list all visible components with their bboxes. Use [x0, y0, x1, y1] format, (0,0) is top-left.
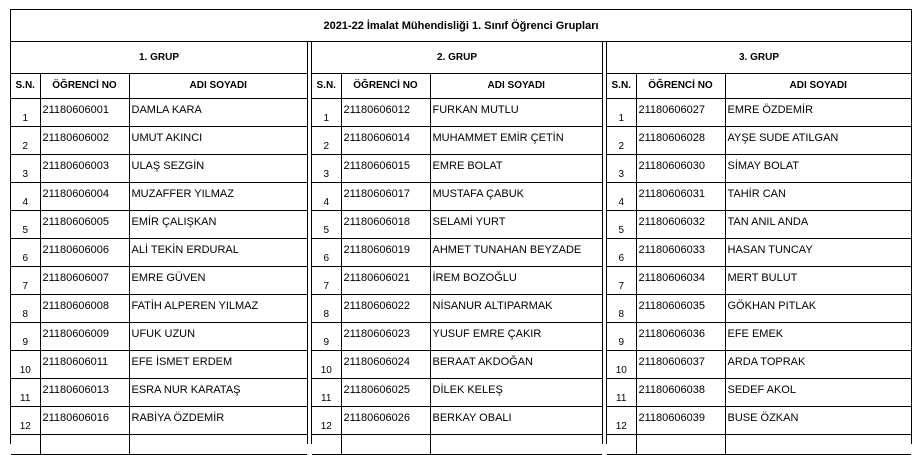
student-sn: 10 — [11, 350, 40, 378]
student-sn: 5 — [11, 210, 40, 238]
student-name: HASAN TUNCAY — [725, 238, 911, 266]
student-number: 21180606011 — [40, 350, 129, 378]
student-sn: 9 — [11, 322, 40, 350]
student-row — [607, 98, 911, 126]
student-number: 21180606018 — [341, 210, 430, 238]
student-sn: 8 — [607, 294, 636, 322]
student-sn: 10 — [607, 350, 636, 378]
student-number: 21180606014 — [341, 126, 430, 154]
student-row — [312, 154, 602, 182]
group-1-table-wrap — [11, 42, 307, 444]
student-name: ARDA TOPRAK — [725, 350, 911, 378]
student-number: 21180606025 — [341, 378, 430, 406]
student-number: 21180606009 — [40, 322, 129, 350]
student-name: FATİH ALPEREN YILMAZ — [129, 294, 307, 322]
student-number: 21180606023 — [341, 322, 430, 350]
student-number: 21180606028 — [636, 126, 725, 154]
student-sn: 3 — [607, 154, 636, 182]
student-row — [607, 378, 911, 406]
student-row — [312, 266, 602, 294]
student-row — [312, 378, 602, 406]
table-row-continued — [607, 434, 911, 454]
student-sn: 6 — [11, 238, 40, 266]
student-number: 21180606032 — [636, 210, 725, 238]
student-number: 21180606004 — [40, 182, 129, 210]
student-row — [11, 266, 307, 294]
group-label: 3. GRUP — [607, 42, 911, 73]
empty-cell — [430, 434, 602, 454]
group-table — [11, 42, 307, 455]
empty-cell — [636, 434, 725, 454]
student-name: SELAMİ YURT — [430, 210, 602, 238]
student-number: 21180606037 — [636, 350, 725, 378]
student-number: 21180606034 — [636, 266, 725, 294]
table-row-continued — [312, 434, 602, 454]
student-name: UFUK UZUN — [129, 322, 307, 350]
student-row — [11, 210, 307, 238]
student-name: GÖKHAN PITLAK — [725, 294, 911, 322]
col-header-sn: S.N. — [312, 73, 341, 98]
student-name: BERAAT AKDOĞAN — [430, 350, 602, 378]
student-number: 21180606001 — [40, 98, 129, 126]
student-sn: 11 — [607, 378, 636, 406]
student-sn: 2 — [11, 126, 40, 154]
student-row — [312, 98, 602, 126]
student-sn: 2 — [607, 126, 636, 154]
student-sn: 4 — [607, 182, 636, 210]
student-name: ULAŞ SEZGİN — [129, 154, 307, 182]
student-sn: 11 — [11, 378, 40, 406]
student-row — [11, 406, 307, 434]
student-name: EMRE ÖZDEMİR — [725, 98, 911, 126]
student-number: 21180606026 — [341, 406, 430, 434]
col-header-sn: S.N. — [11, 73, 40, 98]
group-2-table-wrap — [312, 42, 602, 444]
sheet-title: 2021-22 İmalat Mühendisliği 1. Sınıf Öğrenci Grupları — [11, 10, 911, 42]
col-header-name: ADI SOYADI — [129, 73, 307, 98]
student-row — [312, 238, 602, 266]
student-groups-sheet — [10, 9, 912, 444]
student-sn: 9 — [312, 322, 341, 350]
student-number: 21180606033 — [636, 238, 725, 266]
empty-cell — [312, 434, 341, 454]
student-name: YUSUF EMRE ÇAKIR — [430, 322, 602, 350]
group-table — [312, 42, 602, 455]
student-name: FURKAN MUTLU — [430, 98, 602, 126]
student-name: EMRE BOLAT — [430, 154, 602, 182]
student-number: 21180606012 — [341, 98, 430, 126]
student-row — [607, 154, 911, 182]
student-row — [607, 210, 911, 238]
student-sn: 4 — [11, 182, 40, 210]
student-number: 21180606039 — [636, 406, 725, 434]
student-name: SİMAY BOLAT — [725, 154, 911, 182]
student-row — [11, 154, 307, 182]
student-number: 21180606017 — [341, 182, 430, 210]
student-sn: 7 — [607, 266, 636, 294]
student-sn: 7 — [11, 266, 40, 294]
student-sn: 8 — [312, 294, 341, 322]
student-number: 21180606027 — [636, 98, 725, 126]
student-number: 21180606022 — [341, 294, 430, 322]
empty-cell — [607, 434, 636, 454]
student-row — [607, 294, 911, 322]
empty-cell — [40, 434, 129, 454]
student-row — [11, 294, 307, 322]
student-sn: 4 — [312, 182, 341, 210]
student-row — [607, 126, 911, 154]
student-name: DİLEK KELEŞ — [430, 378, 602, 406]
student-sn: 12 — [312, 406, 341, 434]
student-name: TAHİR CAN — [725, 182, 911, 210]
empty-cell — [129, 434, 307, 454]
student-number: 21180606008 — [40, 294, 129, 322]
student-name: DAMLA KARA — [129, 98, 307, 126]
student-row — [11, 126, 307, 154]
empty-cell — [341, 434, 430, 454]
student-number: 21180606005 — [40, 210, 129, 238]
student-sn: 3 — [312, 154, 341, 182]
student-name: EFE İSMET ERDEM — [129, 350, 307, 378]
group-label: 2. GRUP — [312, 42, 602, 73]
col-header-student-no: ÖĞRENCİ NO — [341, 73, 430, 98]
student-name: NİSANUR ALTIPARMAK — [430, 294, 602, 322]
student-sn: 1 — [312, 98, 341, 126]
student-name: ESRA NUR KARATAŞ — [129, 378, 307, 406]
student-name: EMİR ÇALIŞKAN — [129, 210, 307, 238]
student-name: BUSE ÖZKAN — [725, 406, 911, 434]
student-name: EFE EMEK — [725, 322, 911, 350]
student-row — [607, 406, 911, 434]
student-name: RABİYA ÖZDEMİR — [129, 406, 307, 434]
student-row — [11, 322, 307, 350]
student-row — [312, 126, 602, 154]
student-sn: 9 — [607, 322, 636, 350]
groups-container — [11, 42, 911, 444]
student-sn: 6 — [312, 238, 341, 266]
student-sn: 12 — [11, 406, 40, 434]
student-number: 21180606015 — [341, 154, 430, 182]
student-row — [607, 238, 911, 266]
student-row — [312, 210, 602, 238]
student-name: MERT BULUT — [725, 266, 911, 294]
student-number: 21180606006 — [40, 238, 129, 266]
student-sn: 3 — [11, 154, 40, 182]
student-row — [312, 182, 602, 210]
student-number: 21180606036 — [636, 322, 725, 350]
student-row — [607, 182, 911, 210]
student-row — [607, 350, 911, 378]
student-name: İREM BOZOĞLU — [430, 266, 602, 294]
student-number: 21180606035 — [636, 294, 725, 322]
student-sn: 11 — [312, 378, 341, 406]
student-sn: 2 — [312, 126, 341, 154]
student-number: 21180606021 — [341, 266, 430, 294]
student-name: UMUT AKINCI — [129, 126, 307, 154]
group-label: 1. GRUP — [11, 42, 307, 73]
col-header-name: ADI SOYADI — [430, 73, 602, 98]
student-name: TAN ANIL ANDA — [725, 210, 911, 238]
student-sn: 8 — [11, 294, 40, 322]
student-row — [312, 350, 602, 378]
student-row — [607, 266, 911, 294]
student-sn: 6 — [607, 238, 636, 266]
student-number: 21180606013 — [40, 378, 129, 406]
student-name: AYŞE SUDE ATILGAN — [725, 126, 911, 154]
student-number: 21180606038 — [636, 378, 725, 406]
student-sn: 7 — [312, 266, 341, 294]
student-sn: 5 — [607, 210, 636, 238]
student-name: AHMET TUNAHAN BEYZADE — [430, 238, 602, 266]
student-name: BERKAY OBALI — [430, 406, 602, 434]
student-number: 21180606031 — [636, 182, 725, 210]
student-sn: 1 — [607, 98, 636, 126]
student-sn: 12 — [607, 406, 636, 434]
col-header-student-no: ÖĞRENCİ NO — [40, 73, 129, 98]
student-name: MUHAMMET EMİR ÇETİN — [430, 126, 602, 154]
student-number: 21180606024 — [341, 350, 430, 378]
student-sn: 1 — [11, 98, 40, 126]
group-table — [607, 42, 911, 455]
student-number: 21180606030 — [636, 154, 725, 182]
student-name: MUZAFFER YILMAZ — [129, 182, 307, 210]
student-name: EMRE GÜVEN — [129, 266, 307, 294]
empty-cell — [725, 434, 911, 454]
student-name: SEDEF AKOL — [725, 378, 911, 406]
group-3-table-wrap — [607, 42, 911, 444]
student-row — [11, 350, 307, 378]
student-row — [11, 238, 307, 266]
student-name: MUSTAFA ÇABUK — [430, 182, 602, 210]
table-row-continued — [11, 434, 307, 454]
student-row — [11, 98, 307, 126]
student-row — [11, 182, 307, 210]
student-sn: 5 — [312, 210, 341, 238]
student-number: 21180606007 — [40, 266, 129, 294]
col-header-student-no: ÖĞRENCİ NO — [636, 73, 725, 98]
student-number: 21180606016 — [40, 406, 129, 434]
student-number: 21180606003 — [40, 154, 129, 182]
empty-cell — [11, 434, 40, 454]
col-header-name: ADI SOYADI — [725, 73, 911, 98]
student-number: 21180606002 — [40, 126, 129, 154]
student-sn: 10 — [312, 350, 341, 378]
student-row — [607, 322, 911, 350]
student-row — [312, 406, 602, 434]
student-row — [312, 322, 602, 350]
student-number: 21180606019 — [341, 238, 430, 266]
student-name: ALİ TEKİN ERDURAL — [129, 238, 307, 266]
col-header-sn: S.N. — [607, 73, 636, 98]
student-row — [312, 294, 602, 322]
student-row — [11, 378, 307, 406]
